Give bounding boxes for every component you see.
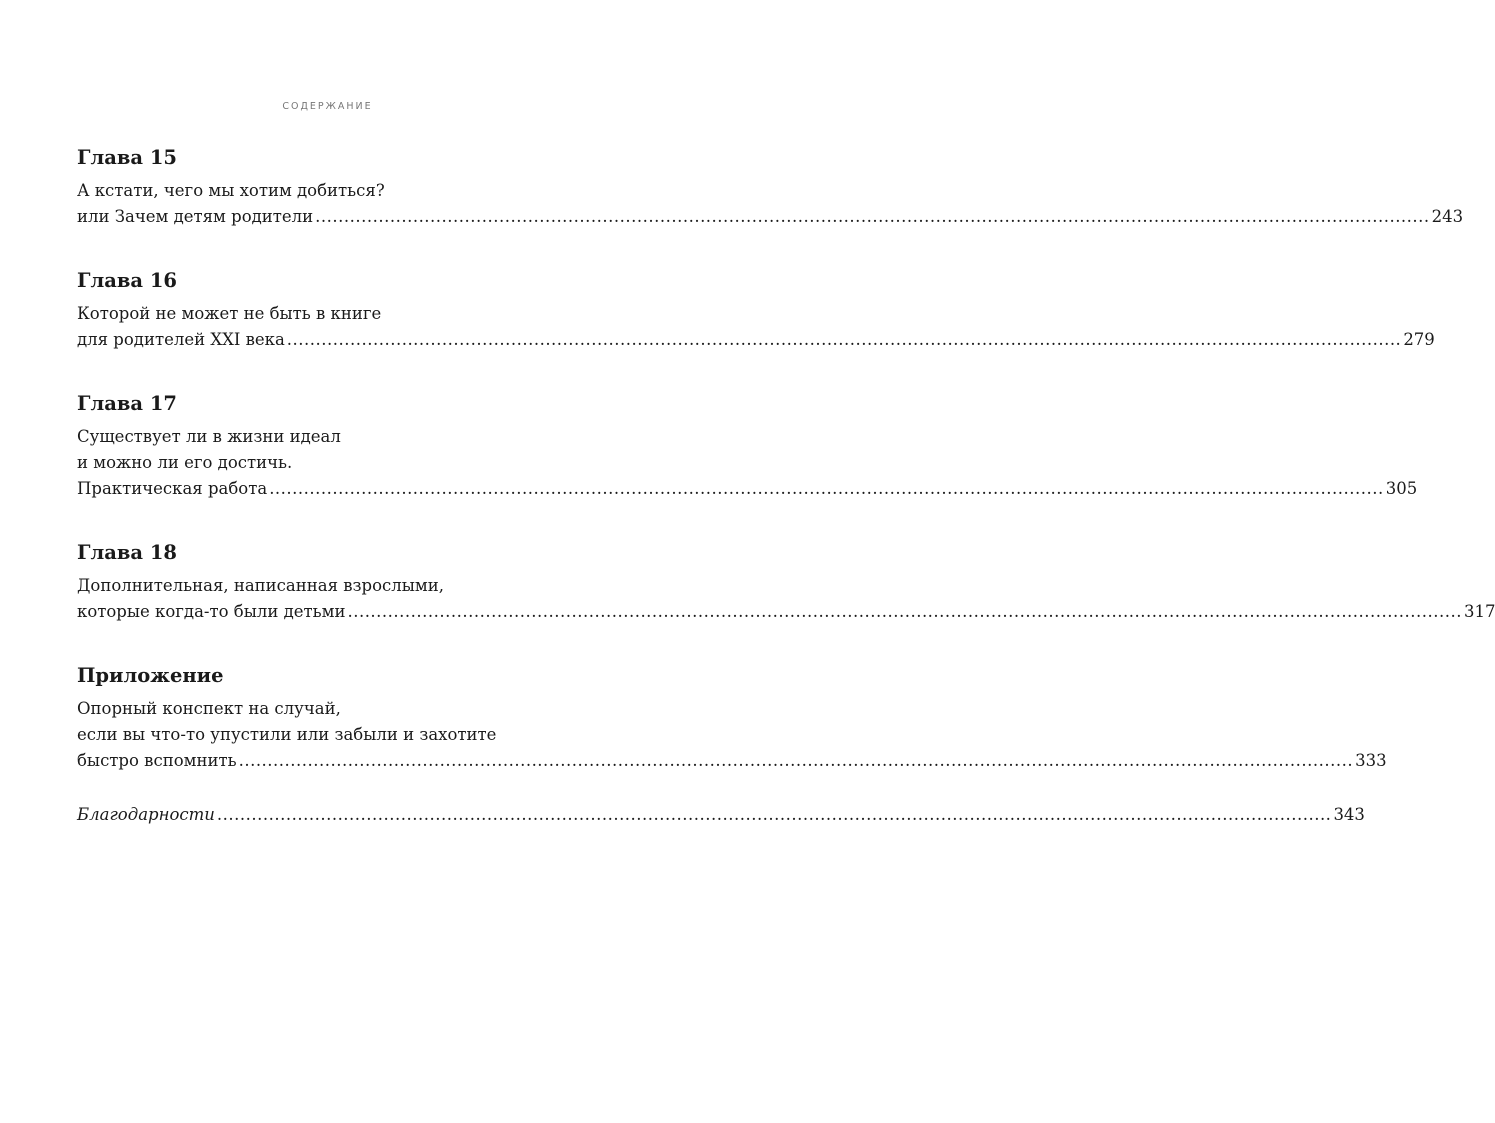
chapter-subtitle-line: А кстати, чего мы хотим добиться? <box>77 181 385 200</box>
running-head: СОДЕРЖАНИЕ <box>282 101 373 112</box>
chapter-title: Глава 18 <box>77 541 177 564</box>
dot-leader: .................................................................................................................................................................................................. <box>216 805 1332 824</box>
chapter-last-line <box>77 599 1495 625</box>
dot-leader: .................................................................................................................................................................................................. <box>286 330 1402 349</box>
chapter-subtitle-line: быстро вспомнить <box>77 751 237 770</box>
chapter-last-line <box>77 327 1435 353</box>
page-number: 317 <box>1463 602 1495 621</box>
page-number: 343 <box>1333 805 1365 824</box>
page-number: 305 <box>1385 479 1418 498</box>
chapter-last-line <box>77 204 1464 230</box>
chapter-subtitle-line: Существует ли в жизни идеал <box>77 427 341 446</box>
dot-leader: .................................................................................................................................................................................................. <box>269 479 1384 498</box>
chapter-subtitle-line: которые когда-то были детьми <box>77 602 346 621</box>
chapter-last-line <box>77 748 1387 774</box>
toc-entry-chapter-18 <box>77 540 1495 625</box>
chapter-title: Приложение <box>77 664 224 687</box>
chapter-last-line <box>77 476 1418 502</box>
chapter-title: Глава 16 <box>77 269 177 292</box>
acknowledgements-label: Благодарности <box>77 805 215 824</box>
toc-entry-chapter-17 <box>77 391 1418 502</box>
chapter-subtitle-line: и можно ли его достичь. <box>77 453 293 472</box>
chapter-subtitle-line: или Зачем детям родители <box>77 207 314 226</box>
page-number: 279 <box>1403 330 1435 349</box>
page-number: 333 <box>1355 751 1387 770</box>
page-number: 243 <box>1431 207 1464 226</box>
dot-leader: .................................................................................................................................................................................................. <box>315 207 1430 226</box>
chapter-subtitle-line: Опорный конспект на случай, <box>77 699 341 718</box>
chapter-title: Глава 17 <box>77 392 177 415</box>
dot-leader: .................................................................................................................................................................................................. <box>238 751 1354 770</box>
toc-entry-appendix <box>77 663 1387 774</box>
chapter-subtitle-line: если вы что-то упустили или забыли и захотите <box>77 725 497 744</box>
toc-entry-chapter-15 <box>77 145 1464 230</box>
chapter-subtitle-line: Практическая работа <box>77 479 268 498</box>
toc-entry-acknowledgements <box>77 802 1365 828</box>
table-of-contents <box>77 145 1495 828</box>
chapter-subtitle-line: Дополнительная, написанная взрослыми, <box>77 576 444 595</box>
chapter-title: Глава 15 <box>77 146 177 169</box>
toc-entry-chapter-16 <box>77 268 1435 353</box>
dot-leader: .................................................................................................................................................................................................. <box>347 602 1462 621</box>
chapter-subtitle-line: для родителей XXI века <box>77 330 285 349</box>
chapter-subtitle-line: Которой не может не быть в книге <box>77 304 382 323</box>
